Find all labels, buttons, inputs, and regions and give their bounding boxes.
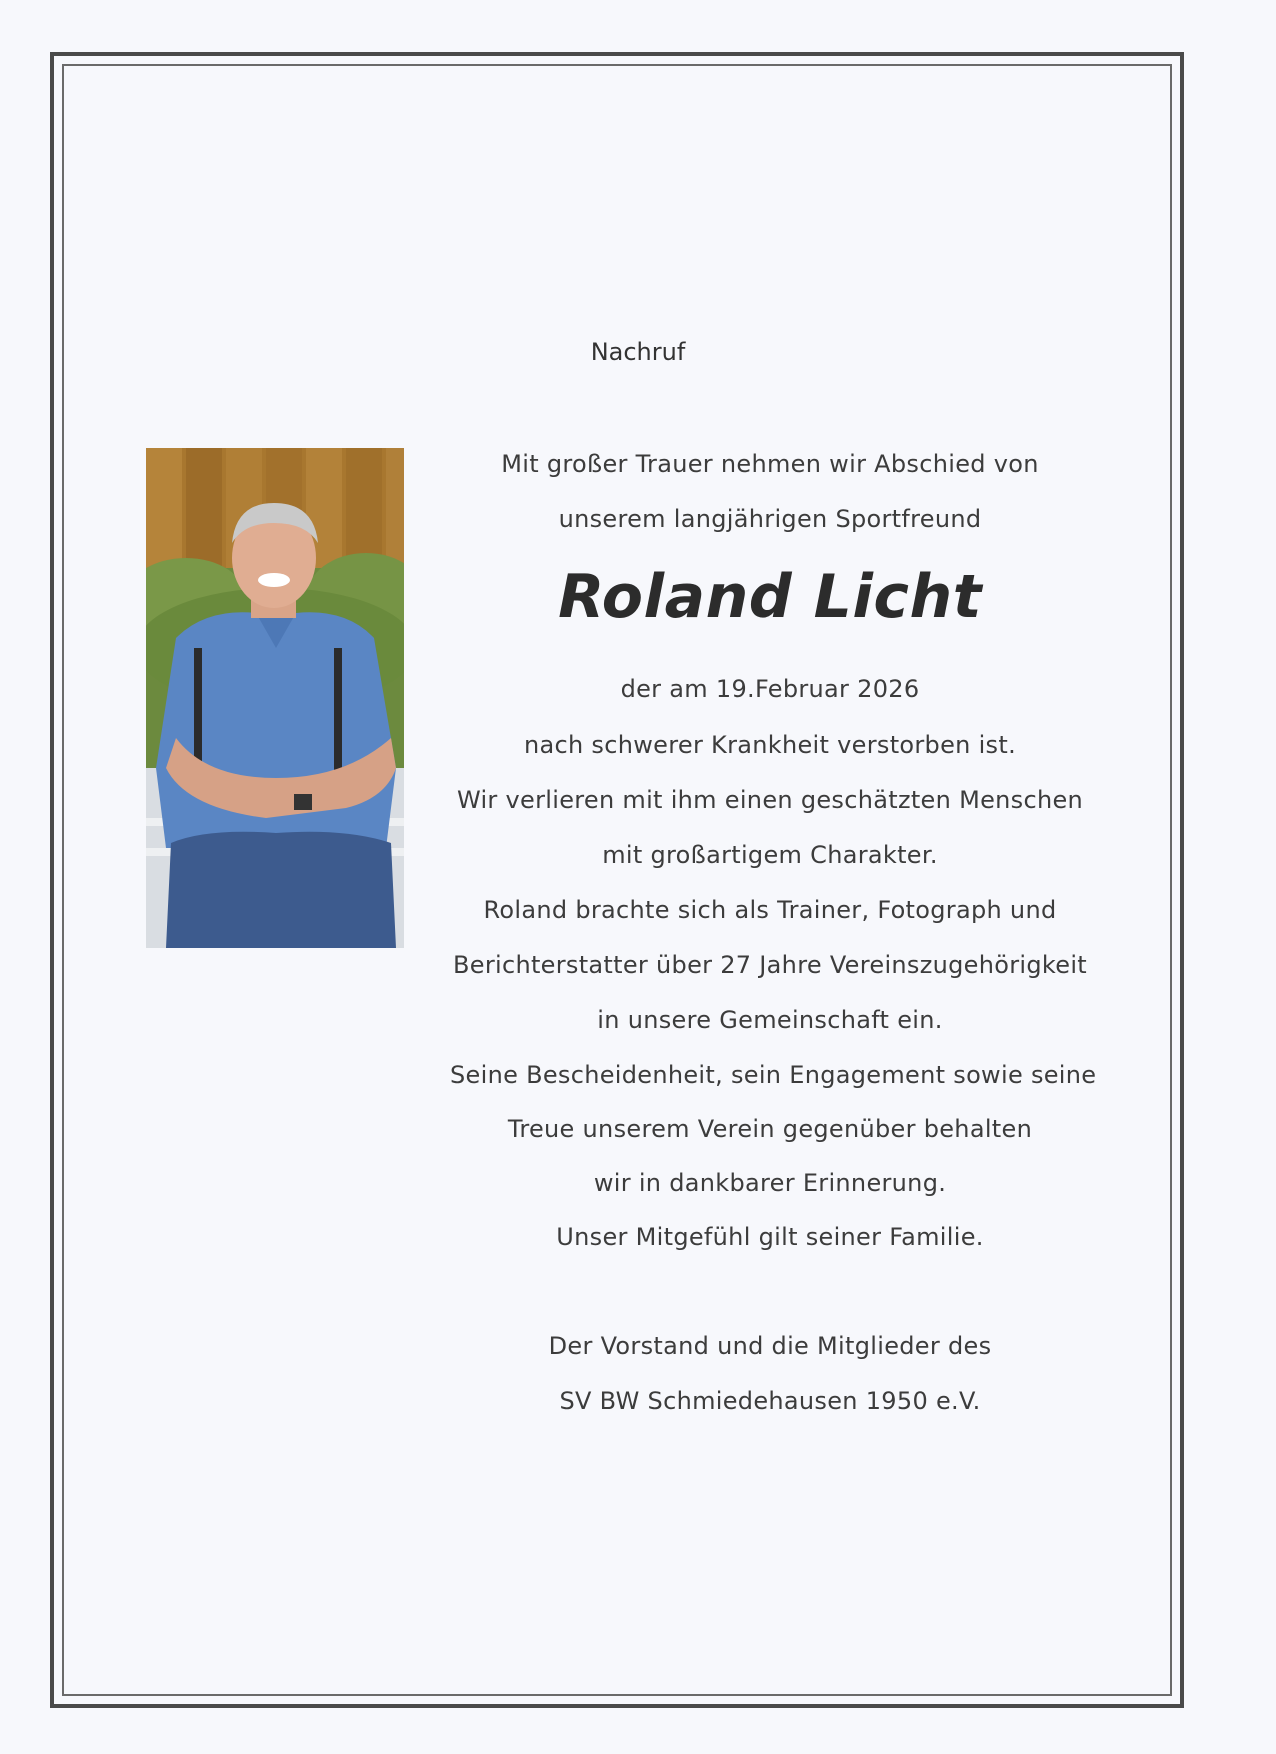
portrait-photo [146, 448, 404, 948]
body-line: Unser Mitgefühl gilt seiner Familie. [556, 1223, 984, 1251]
signature-line-2: SV BW Schmiedehausen 1950 e.V. [559, 1387, 981, 1415]
body-line: Wir verlieren mit ihm einen geschätzten Menschen [456, 786, 1084, 814]
body-line: in unsere Gemeinschaft ein. [597, 1006, 943, 1034]
intro-line-1: Mit großer Trauer nehmen wir Abschied von [501, 450, 1039, 478]
signature-line-1: Der Vorstand und die Mitglieder des [548, 1332, 992, 1360]
deceased-name: Roland Licht [558, 562, 982, 632]
body-line: Berichterstatter über 27 Jahre Vereinszugehörigkeit [453, 951, 1087, 979]
intro-line-2: unserem langjährigen Sportfreund [558, 505, 982, 533]
body-line: Roland brachte sich als Trainer, Fotograph und [483, 896, 1057, 924]
body-line: nach schwerer Krankheit verstorben ist. [523, 731, 1017, 759]
body-line: Seine Bescheidenheit, sein Engagement sowie seine [450, 1061, 1097, 1089]
body-line: mit großartigem Charakter. [602, 841, 938, 869]
body-line: wir in dankbarer Erinnerung. [593, 1169, 947, 1197]
body-line: der am 19.Februar 2026 [620, 675, 920, 703]
heading: Nachruf [590, 338, 686, 366]
body-line: Treue unserem Verein gegenüber behalten [507, 1115, 1033, 1143]
